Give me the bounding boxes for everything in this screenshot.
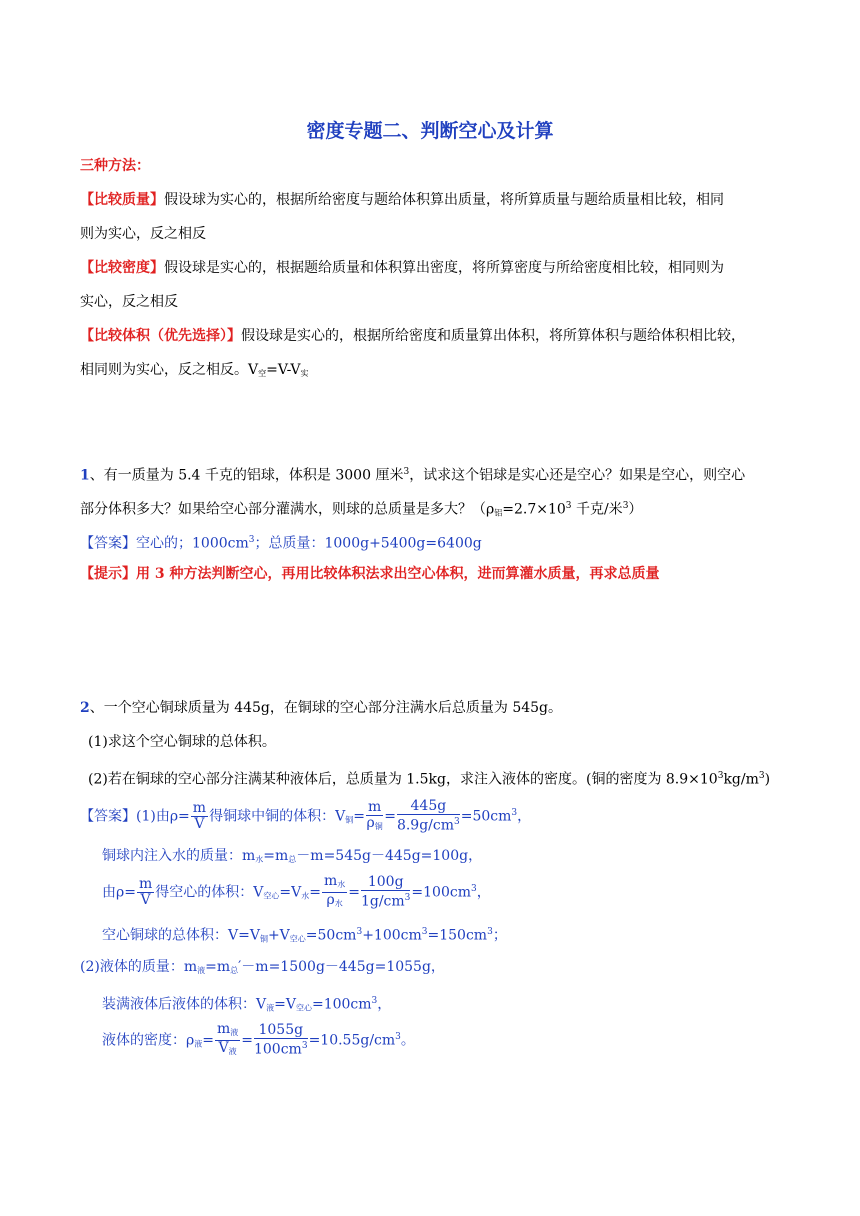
method-tag: 【比较质量】 [80, 192, 164, 208]
q2-answer-line7: 液体的密度：$\rho_液=$ $\frac{m_液}{V_液}$ = $\frac{1055g}{100cm^3}$ $=10.55g/cm^3$。 [102, 1021, 415, 1058]
denominator: V [194, 816, 205, 833]
method-tag: 【比较体积（优先选择）】 [80, 328, 241, 344]
sub: 液 [228, 1047, 237, 1057]
sup: 3 [301, 1041, 308, 1052]
q2-sub2 [88, 766, 770, 790]
formula-text: =V-V [266, 362, 301, 378]
sub: 铜 [345, 815, 354, 825]
answer-text: 得铜球中铜的体积：V [209, 808, 346, 825]
sup: 3 [511, 808, 518, 818]
sub: 铝 [494, 508, 503, 518]
method-text: 则为实心，反之相反 [80, 226, 206, 242]
answer-text: +V [267, 927, 290, 944]
sub: 水 [337, 880, 346, 890]
q1-text: 、有一质量为 5.4 千克的铝球，体积是 3000 厘米 [89, 467, 404, 484]
sup: 3 [758, 771, 765, 781]
method-text: 假设球是实心的，根据题给质量和体积算出密度，将所算密度与所给密度相比较，相同则为 [164, 260, 724, 276]
sub: 空心 [263, 891, 280, 901]
denominator [322, 893, 347, 911]
sub: 液 [194, 1039, 203, 1049]
numerator [322, 874, 347, 893]
den-text: ρ [326, 892, 335, 909]
method-compare-mass-cont [80, 224, 206, 244]
denominator [361, 891, 410, 910]
numerator: 445g [397, 799, 460, 815]
answer-text: =m [263, 848, 289, 864]
sup: 3 [248, 535, 255, 545]
sup: 3 [487, 927, 493, 937]
den-text: V [218, 1040, 229, 1057]
sup: 3 [403, 467, 410, 477]
q2-answer-line4 [102, 922, 507, 950]
sup: 3 [395, 1032, 401, 1042]
hint-text: 用 3 种方法判断空心，再用比较体积法求出空心体积，进而算灌水质量，再求总质量 [136, 566, 660, 582]
answer-text: = [309, 884, 321, 901]
sup: 3 [404, 893, 411, 904]
sub: 液 [230, 1028, 239, 1038]
method-text: 假设球是实心的，根据所给密度和质量算出体积，将所算体积与题给体积相比较， [241, 328, 745, 344]
question-number: 2 [80, 700, 90, 716]
sup: 3 [470, 884, 477, 894]
den-text: 100cm [253, 1041, 302, 1058]
method-compare-density-cont [80, 292, 178, 312]
answer-text: ；总质量：1000g+5400g=6400g [254, 535, 482, 552]
answer-tag: 【答案】 [80, 535, 136, 552]
sub: 总 [288, 855, 297, 864]
q2-text: (2)若在铜球的空心部分注满某种液体后，总质量为 1.5kg，求注入液体的密度。(铜的密度为 8.9×10 [88, 771, 718, 788]
hint-tag: 【提示】 [80, 566, 136, 582]
sub: 铜 [374, 821, 383, 831]
den-text: 8.9g/cm [396, 817, 455, 834]
method-tag: 【比较密度】 [80, 260, 164, 276]
answer-text: (2)液体的质量：m [80, 959, 198, 975]
denominator [366, 816, 383, 834]
question-number: 1 [80, 467, 90, 484]
fraction [254, 1023, 308, 1058]
fraction [397, 799, 460, 834]
sub: 液 [266, 1003, 275, 1013]
sup: 3 [565, 501, 572, 511]
q1-line1 [80, 462, 745, 486]
formula-sub: 空 [258, 369, 267, 378]
q2-answer-line6 [102, 991, 391, 1019]
sub: 液 [197, 966, 206, 975]
denominator [215, 1041, 240, 1059]
fraction [322, 874, 347, 911]
fraction [215, 1022, 240, 1059]
numerator: 1055g [254, 1023, 308, 1039]
answer-text: = [353, 808, 365, 825]
q1-text: 千克/米 [571, 501, 623, 518]
page-title: 密度专题二、判断空心及计算 [306, 120, 554, 142]
sub: 水 [334, 899, 343, 909]
answer-text: ′－m=1500g－445g=1055g， [238, 959, 445, 975]
method-text: 相同则为实心，反之相反。V [80, 362, 259, 378]
answer-text: = [202, 1032, 214, 1049]
sub: 水 [255, 855, 264, 864]
q2-text: kg/m [723, 771, 759, 788]
methods-heading: 三种方法： [80, 158, 150, 174]
answer-text: =m [205, 959, 231, 975]
q2-answer-line3: 由ρ= $\frac{m}{V}$ 得空心的体积：$V_{空心}=V_水=$ $\frac{m_水}{\rho_水}$ = $\frac{100g}{1g/cm^3}$ $=100cm^3$， [102, 873, 491, 910]
denominator [254, 1039, 308, 1058]
method-compare-mass [80, 190, 724, 210]
num-text: m [323, 873, 338, 890]
method-compare-volume [80, 326, 745, 346]
answer-text: 铜球内注入水的质量：m [102, 848, 256, 864]
den-text: ρ [366, 814, 375, 831]
fraction [366, 800, 383, 834]
answer-text: －m=545g－445g=100g， [296, 848, 483, 864]
numerator: m [192, 800, 207, 817]
numerator [215, 1022, 240, 1041]
sub: 水 [301, 891, 310, 901]
q2-answer-line2 [102, 846, 482, 870]
answer-text: 由ρ= [102, 884, 136, 901]
sup: 3 [356, 927, 363, 937]
denominator [397, 815, 460, 834]
method-compare-volume-cont [80, 360, 309, 384]
sub: 空心 [295, 1003, 312, 1013]
den-text: 1g/cm [360, 893, 405, 910]
answer-text: 空心的；1000cm [136, 535, 249, 552]
method-compare-density [80, 258, 724, 278]
q1-text: 部分体积多大？如果给空心部分灌满水，则球的总质量是多大？（ρ [80, 501, 495, 518]
q2-text: 、一个空心铜球质量为 445g，在铜球的空心部分注满水后总质量为 545g。 [89, 700, 563, 716]
sub: 总 [230, 966, 239, 975]
q1-answer [80, 530, 482, 554]
numerator: m [367, 798, 382, 815]
answer-text: 得空心的体积：V [155, 884, 264, 901]
answer-text: =10.55g/cm [308, 1032, 396, 1049]
answer-text: =V [279, 884, 302, 901]
answer-text: ， [476, 884, 491, 901]
sup: 3 [371, 996, 378, 1006]
q2-line1 [80, 698, 562, 718]
fraction [191, 801, 208, 832]
sup: 3 [421, 927, 428, 937]
answer-text: ， [377, 996, 392, 1013]
answer-text: 液体的密度：ρ [102, 1032, 195, 1049]
fraction [137, 877, 154, 908]
answer-text: =100cm [411, 884, 471, 901]
q1-text: ，试求这个铝球是实心还是空心？如果是空心，则空心 [409, 467, 746, 484]
numerator: 100g [361, 875, 410, 891]
q2-answer-line5 [80, 957, 445, 981]
q1-text: =2.7×10 [502, 501, 566, 518]
q1-hint [80, 564, 660, 584]
answer-text: =100cm [311, 996, 372, 1013]
sub: 铜 [259, 934, 268, 944]
answer-text: ； [492, 927, 507, 944]
q2-answer-line1: 【答案】(1)由ρ= $\frac{m}{V}$ 得铜球中铜的体积：$V_铜=$ $\frac{m}{\rho_铜}$ = $\frac{445g}{8.9g/cm^3}$ $=50cm^3$， [80, 798, 532, 834]
answer-text: =150cm [427, 927, 488, 944]
answer-text: +100cm [362, 927, 422, 944]
denominator: V [140, 892, 151, 909]
sup: 3 [454, 817, 460, 828]
q1-line2 [80, 496, 642, 524]
answer-text: 空心铜球的总体积：V=V [102, 927, 260, 944]
method-text: 实心，反之相反 [80, 294, 178, 310]
numerator: m [138, 876, 153, 893]
sup: 3 [622, 501, 629, 511]
answer-text: =V [274, 996, 296, 1013]
answer-tag: 【答案】 [80, 808, 136, 825]
num-text: m [216, 1021, 231, 1038]
answer-text: =50cm [460, 808, 512, 825]
fraction [361, 875, 410, 910]
answer-text: 。 [400, 1032, 415, 1049]
q1-text: ） [628, 501, 643, 518]
q2-sub1: (1)求这个空心铜球的总体积。 [88, 734, 276, 750]
answer-text: ， [517, 808, 532, 825]
q2-text: ) [764, 771, 771, 788]
method-text: 假设球为实心的，根据所给密度与题给体积算出质量，将所算质量与题给质量相比较，相同 [164, 192, 724, 208]
sub: 空心 [289, 934, 306, 944]
answer-text: 装满液体后液体的体积：V [102, 996, 267, 1013]
answer-text: (1)由ρ= [136, 808, 190, 825]
answer-text: =50cm [305, 927, 357, 944]
sup: 3 [717, 771, 724, 781]
formula-sub: 实 [300, 369, 309, 378]
